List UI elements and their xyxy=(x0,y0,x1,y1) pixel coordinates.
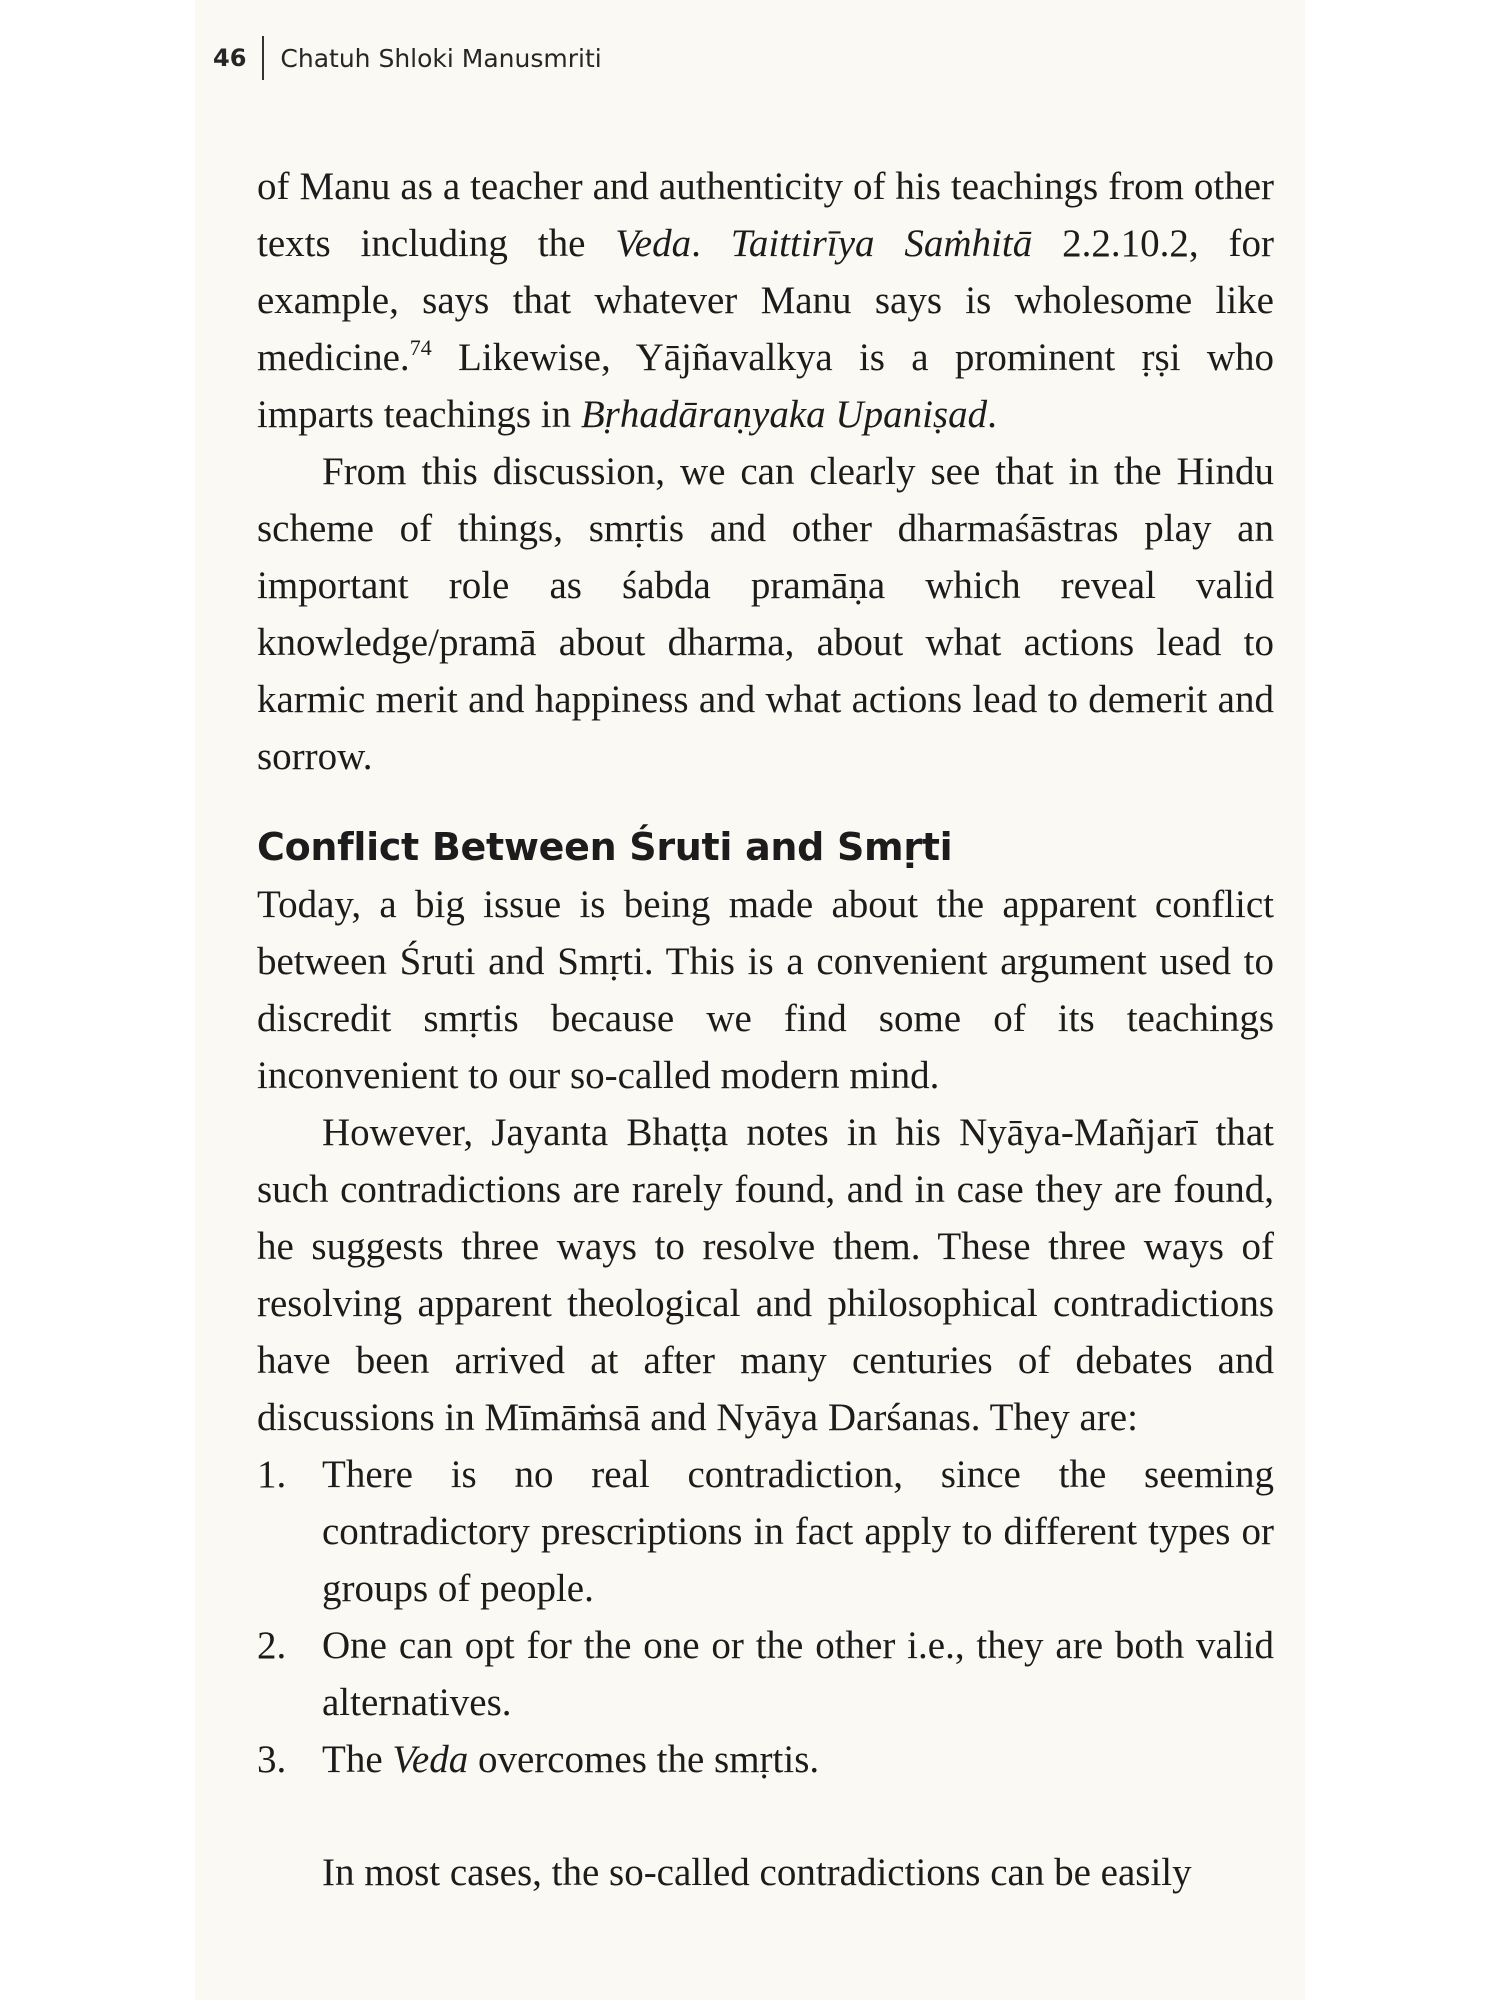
list-number: 3. xyxy=(257,1738,287,1781)
list-text-veda: Veda xyxy=(392,1738,469,1781)
paragraph-4: However, Jayanta Bhaṭṭa notes in his Nyāya-Mañjarī that such contradictions are rarely found, and in case they are found, he suggests three ways to resolve them. These three ways of resolving apparent theological and philosophical contradictions have been arrived at after many centuries of debates and discussions in Mīmāṁsā and Nyāya Darśanas. They are: xyxy=(257,1111,1274,1439)
running-head xyxy=(213,36,602,80)
p1-text-1: of Manu as a teacher and authenticity of his teachings from other texts including the xyxy=(257,165,1274,265)
list-item xyxy=(257,1731,1274,1788)
paragraph-2: From this discussion, we can clearly see that in the Hindu scheme of things, smṛtis and other dharmaśāstras play an important role as śabda pramāṇa which reveal valid knowledge/pramā about dharma, about what actions lead to karmic merit and happiness and what actions lead to demerit and sorrow. xyxy=(257,450,1274,778)
section-heading: Conflict Between Śruti and Smṛti xyxy=(257,825,953,869)
p1-text-5: . xyxy=(987,393,997,436)
p1-text-2: . xyxy=(691,222,731,265)
p1-brhadaranyaka: Bṛhadāraṇyaka Upaniṣad xyxy=(580,393,988,436)
list-text xyxy=(322,1731,1274,1788)
book-title: Chatuh Shloki Manusmriti xyxy=(280,43,602,73)
footnote-ref: 74 xyxy=(409,335,432,360)
body-text xyxy=(257,158,1274,1901)
list-item xyxy=(257,1617,1274,1731)
spacer xyxy=(257,1788,1274,1844)
page-number: 46 xyxy=(213,44,247,72)
p1-text-3: 2.2.10.2, for example, says that whatever Manu says is wholesome like medicine. xyxy=(257,222,1274,379)
list-number: 2. xyxy=(257,1624,287,1667)
list-text-pre: The xyxy=(322,1738,393,1781)
paragraph-1 xyxy=(257,158,1274,443)
paragraph-5: In most cases, the so-called contradictions can be easily xyxy=(322,1851,1192,1894)
header-divider xyxy=(262,36,264,80)
p1-taittiriya: Taittirīya Saṁhitā xyxy=(730,222,1033,265)
list-text: There is no real contradiction, since the seeming contradictory prescriptions in fact apply to different types or groups of people. xyxy=(322,1453,1274,1610)
paragraph-3: Today, a big issue is being made about the apparent conflict between Śruti and Smṛti. This is a convenient argument used to discredit smṛtis because we find some of its teachings inconvenient to our so-called modern mind. xyxy=(257,883,1274,1097)
list-item xyxy=(257,1446,1274,1617)
p1-text-4: Likewise, Yājñavalkya is a prominent ṛṣi who imparts teachings in xyxy=(257,336,1274,436)
resolution-list xyxy=(257,1446,1274,1788)
list-number: 1. xyxy=(257,1453,287,1496)
list-text-post: overcomes the smṛtis. xyxy=(468,1738,820,1781)
p1-veda: Veda xyxy=(615,222,692,265)
list-text: One can opt for the one or the other i.e., they are both valid alternatives. xyxy=(322,1624,1274,1724)
